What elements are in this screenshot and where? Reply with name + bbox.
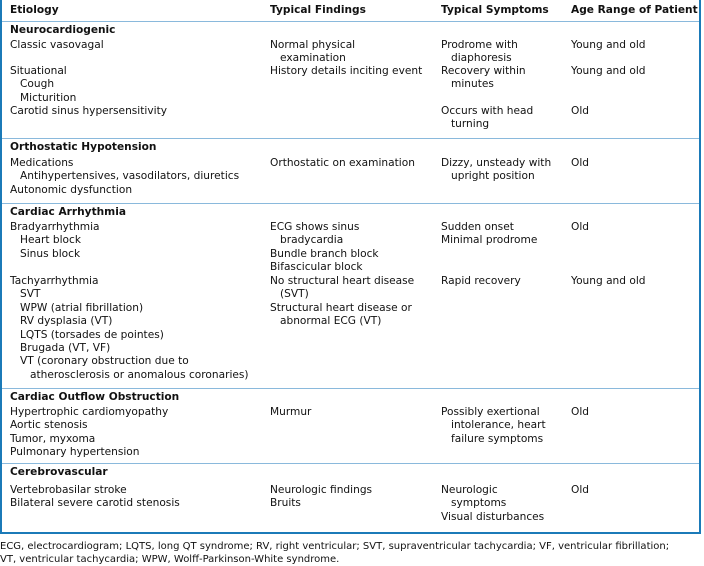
etiology-cell-line: Tumor, myxoma	[10, 432, 96, 445]
age-cell: Old	[571, 221, 590, 233]
etiology-cell-line: Medications	[10, 157, 74, 169]
symptoms-cell-line: Rapid recovery	[441, 275, 521, 287]
age-cell: Old	[571, 406, 590, 418]
findings-cell-line: Bundle branch block	[270, 247, 379, 260]
symptoms-cell-line: Occurs with head	[441, 105, 534, 117]
age-cell: Young and old	[571, 39, 646, 51]
header-findings: Typical Findings	[270, 4, 366, 16]
symptoms-cell-line: minutes	[451, 78, 494, 91]
etiology-cell-line: Brugada (VT, VF)	[20, 342, 111, 354]
section-cardiac-outflow-obstruction	[2, 388, 699, 464]
footnote	[0, 540, 669, 566]
etiology-cell-line: Pulmonary hypertension	[10, 446, 140, 459]
header-symptoms: Typical Symptoms	[441, 4, 549, 16]
symptoms-cell-line: symptoms	[451, 497, 507, 510]
etiology-cell-line: VT (coronary obstruction due to	[20, 355, 189, 368]
etiology-cell-line: Micturition	[20, 91, 77, 104]
findings-cell-line: Neurologic findings	[270, 484, 373, 496]
findings-cell-line: bradycardia	[280, 234, 344, 247]
header-age: Age Range of Patient	[571, 4, 698, 16]
symptoms-cell-line: intolerance, heart	[451, 419, 546, 432]
etiology-cell-line: Bilateral severe carotid stenosis	[10, 497, 180, 510]
etiology-cell-line: Aortic stenosis	[10, 419, 88, 432]
section-neurocardiogenic	[2, 21, 699, 139]
footnote-line: ECG, electrocardiogram; LQTS, long QT syndrome; RV, right ventricular; SVT, supraventricular tachycardia; VF, ventricular fibrillation;	[0, 541, 670, 552]
findings-cell-line: (SVT)	[280, 288, 309, 301]
etiology-cell-line: Sinus block	[20, 247, 81, 260]
age-cell: Young and old	[571, 275, 646, 287]
symptoms-cell-line: diaphoresis	[451, 52, 512, 65]
section-cerebrovascular	[2, 463, 699, 533]
age-cell: Old	[571, 105, 590, 117]
section-title: Cardiac Arrhythmia	[10, 206, 126, 218]
etiology-cell-line: Carotid sinus hypersensitivity	[10, 105, 167, 117]
section-title: Cerebrovascular	[10, 466, 108, 478]
section-cardiac-arrhythmia	[2, 203, 699, 389]
findings-cell-line: ECG shows sinus	[270, 221, 360, 233]
findings-cell-line: History details inciting event	[270, 65, 423, 77]
symptoms-cell-line: Prodrome with	[441, 39, 518, 51]
symptoms-cell-line: Sudden onset	[441, 221, 514, 233]
footnote-line: VT, ventricular tachycardia; WPW, Wolff-Parkinson-White syndrome.	[0, 554, 340, 565]
etiology-cell-line: Situational	[10, 65, 67, 77]
section-title: Cardiac Outflow Obstruction	[10, 391, 180, 403]
symptoms-cell-line: Neurologic	[441, 484, 498, 496]
findings-cell-line: Bifascicular block	[270, 261, 363, 274]
etiology-cell-line: Classic vasovagal	[10, 39, 104, 51]
age-cell: Old	[571, 157, 590, 169]
table-header	[2, 0, 699, 22]
etiology-cell-line: Tachyarrhythmia	[10, 275, 99, 287]
etiology-cell-line: LQTS (torsades de pointes)	[20, 328, 164, 341]
etiology-cell-line: RV dysplasia (VT)	[20, 315, 113, 328]
etiology-cell-line: Antihypertensives, vasodilators, diuretics	[20, 170, 240, 183]
symptoms-cell-line: Dizzy, unsteady with	[441, 157, 552, 169]
findings-cell-line: examination	[280, 52, 346, 65]
section-title: Orthostatic Hypotension	[10, 141, 157, 153]
etiology-cell-line: Vertebrobasilar stroke	[10, 484, 127, 496]
findings-cell-line: Bruits	[270, 497, 301, 510]
findings-cell-line: Structural heart disease or	[270, 301, 412, 314]
etiology-cell-line: Autonomic dysfunction	[10, 183, 133, 196]
symptoms-cell-line: upright position	[451, 170, 535, 183]
etiology-cell-line: SVT	[20, 288, 41, 301]
etiology-cell-line: Heart block	[20, 234, 81, 247]
etiology-cell-line: Hypertrophic cardiomyopathy	[10, 406, 169, 418]
header-etiology: Etiology	[10, 4, 59, 16]
findings-cell-line: No structural heart disease	[270, 275, 415, 287]
symptoms-cell-line: turning	[451, 118, 490, 131]
symptoms-cell-line: failure symptoms	[451, 432, 544, 445]
section-title: Neurocardiogenic	[10, 24, 116, 36]
symptoms-cell-line: Minimal prodrome	[441, 234, 538, 247]
symptoms-cell-line: Visual disturbances	[441, 510, 545, 523]
age-cell: Young and old	[571, 65, 646, 77]
etiology-cell-line: atherosclerosis or anomalous coronaries)	[30, 368, 249, 381]
symptoms-cell-line: Recovery within	[441, 65, 526, 77]
findings-cell-line: Orthostatic on examination	[270, 157, 415, 169]
symptoms-cell-line: Possibly exertional	[441, 406, 540, 418]
etiology-cell-line: Cough	[20, 78, 55, 91]
findings-cell-line: Murmur	[270, 406, 312, 418]
findings-cell-line: Normal physical	[270, 39, 356, 51]
etiology-cell-line: WPW (atrial fibrillation)	[20, 301, 144, 314]
etiology-cell-line: Bradyarrhythmia	[10, 221, 100, 233]
findings-cell-line: abnormal ECG (VT)	[280, 315, 382, 328]
section-orthostatic-hypotension	[2, 138, 699, 204]
age-cell: Old	[571, 484, 590, 496]
